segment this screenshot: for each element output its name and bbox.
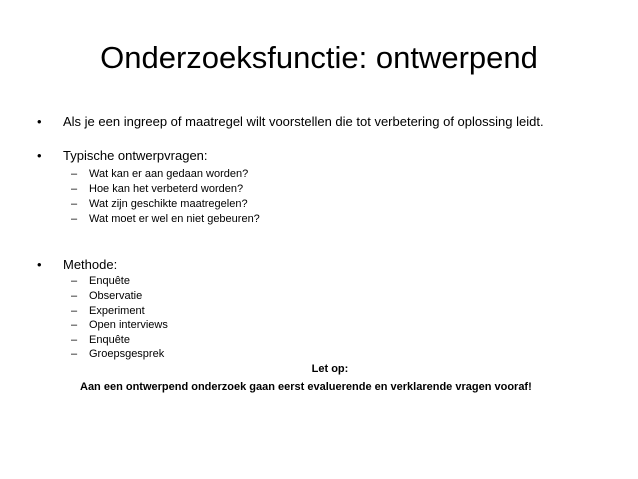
sub-item-text: Wat moet er wel en niet gebeuren? bbox=[89, 213, 260, 225]
sub-item-marker: – bbox=[71, 275, 78, 287]
sub-item-text: Experiment bbox=[89, 305, 145, 317]
sub-item-text: Wat kan er aan gedaan worden? bbox=[89, 168, 249, 180]
bullet-marker: • bbox=[37, 148, 42, 163]
sub-item-marker: – bbox=[71, 213, 78, 225]
sub-item-text: Enquête bbox=[89, 334, 130, 346]
sub-item-text: Open interviews bbox=[89, 319, 168, 331]
bullet-marker: • bbox=[37, 257, 42, 272]
slide-title: Onderzoeksfunctie: ontwerpend bbox=[100, 40, 538, 75]
sub-item-text: Enquête bbox=[89, 275, 130, 287]
bullet-text: Methode: bbox=[63, 257, 118, 272]
sub-item-text: Hoe kan het verbeterd worden? bbox=[89, 183, 244, 195]
sub-item-text: Observatie bbox=[89, 290, 143, 302]
sub-item-marker: – bbox=[71, 319, 78, 331]
sub-item-marker: – bbox=[71, 348, 78, 360]
bullet-text: Typische ontwerpvragen: bbox=[63, 148, 208, 163]
sub-item-marker: – bbox=[71, 305, 78, 317]
sub-item-marker: – bbox=[71, 168, 78, 180]
note-text: Aan een ontwerpend onderzoek gaan eerst evaluerende en verklarende vragen vooraf! bbox=[80, 381, 532, 393]
sub-item-marker: – bbox=[71, 183, 78, 195]
note-heading: Let op: bbox=[311, 363, 349, 375]
sub-item-text: Groepsgesprek bbox=[89, 348, 165, 360]
bullet-text: Als je een ingreep of maatregel wilt voorstellen die tot verbetering of oplossing leidt. bbox=[63, 114, 544, 129]
sub-item-text: Wat zijn geschikte maatregelen? bbox=[89, 198, 248, 210]
sub-item-marker: – bbox=[71, 334, 78, 346]
sub-item-marker: – bbox=[71, 290, 78, 302]
sub-item-marker: – bbox=[71, 198, 78, 210]
bullet-marker: • bbox=[37, 114, 42, 129]
